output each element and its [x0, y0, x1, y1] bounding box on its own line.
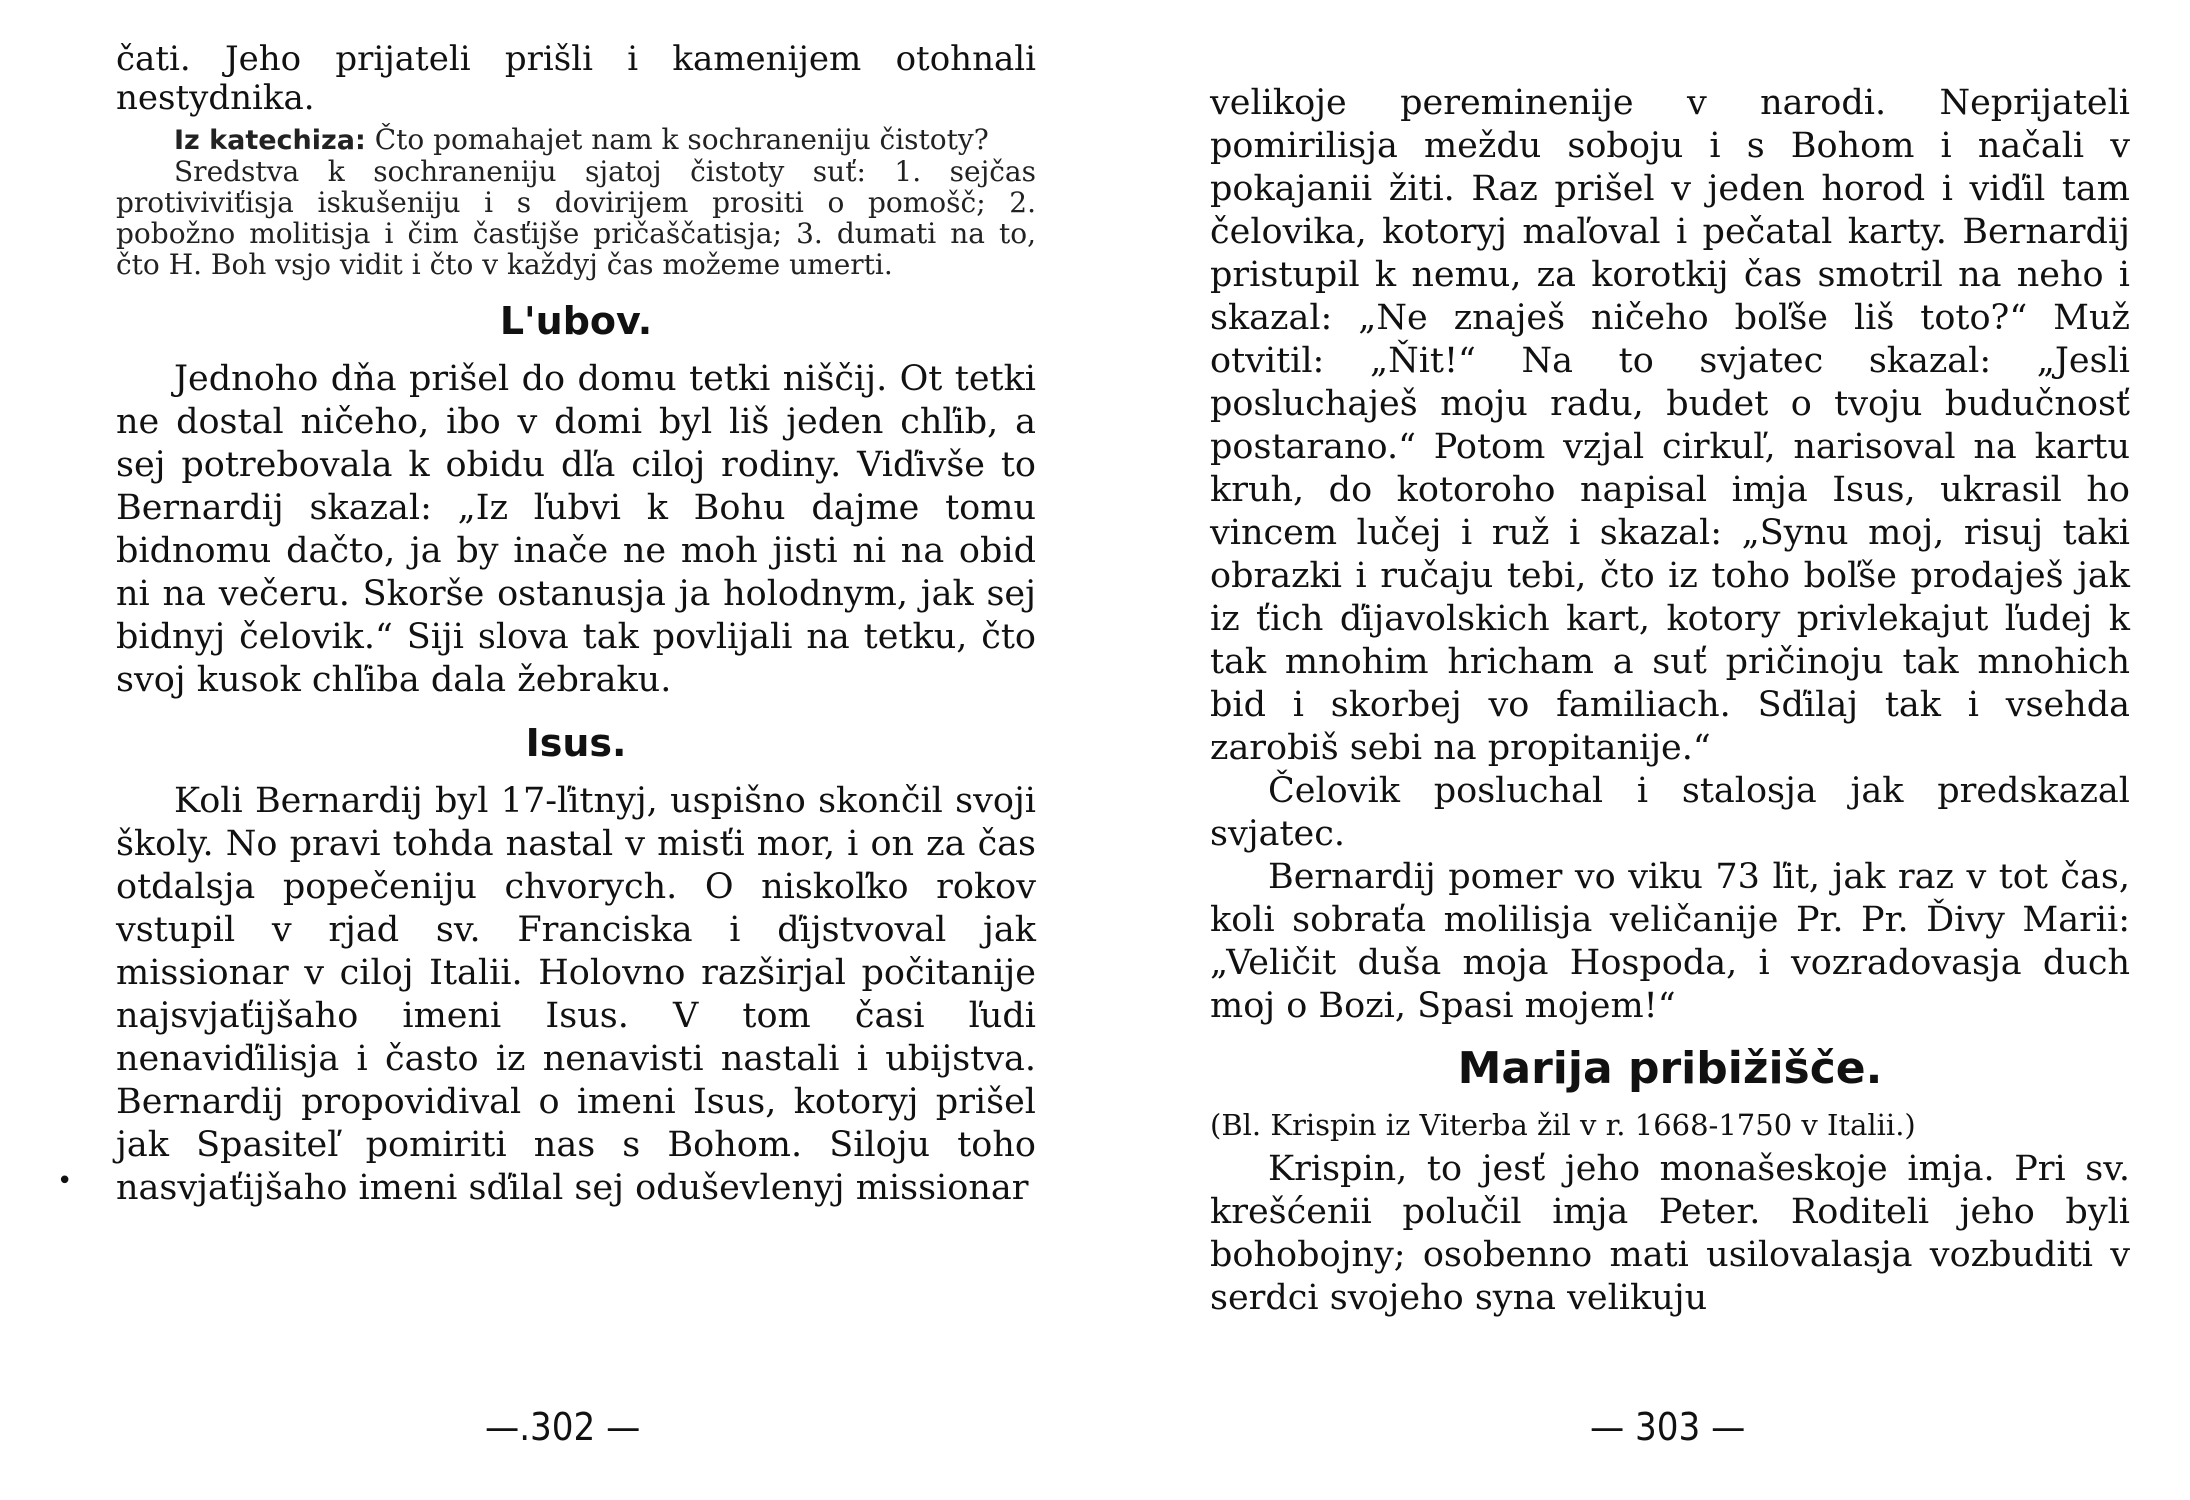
section-note-krispin: (Bl. Krispin iz Viterba žil v r. 1668-1750 v Italii.) [1210, 1108, 1916, 1142]
catechism-label: Iz katechiza: [174, 125, 366, 156]
section-text-isus: Koli Bernardij byl 17-ľitnyj, uspišno skončil svoji školy. No pravi tohda nastal v misťi mor, i on za čas otdalsja popečeniju chvorych. O niskoľko rokov vstupil v rjad sv. Franciska i ďijstvoval jak missionar v ciloj Italii. Holovno razširjal počitanije najsvjaťijšaho imeni Isus. V tom časi ľudi nenaviďilisja i často iz nenavisti nastali i ubijstva. Bernardij propovidival o imeni Isus, kotoryj prišel jak Spasiteľ pomiriti nas s Bohom. Siloju toho nasvjaťijšaho imeni sďilal sej oduševlenyj missionar [116, 781, 1036, 1208]
right-paragraph-3: Bernardij pomer vo viku 73 ľit, jak raz v tot čas, koli sobraťa molilisja veličanije Pr. Pr. Ďivy Marii: „Veličit duša moja Hospoda, i vozradovasja duch moj o Bozi, Spasi mojem!“ [1210, 857, 2130, 1026]
catechism-question-text: Čto pomahajet nam k sochraneniju čistoty? [374, 123, 989, 156]
page-number-right: — 303 — [1590, 1405, 1746, 1449]
left-page-column [116, 40, 1036, 1210]
section-heading-lubov: L'ubov. [499, 299, 653, 343]
section-heading-marija: Marija pribіžišče. [1457, 1043, 1883, 1094]
page-number-left: —.302 — [485, 1405, 641, 1449]
section-heading-isus: Isus. [525, 721, 627, 765]
right-page [1095, 0, 2190, 1500]
right-paragraph-2: Čelovik posluchal i stalosja jak predskazal svjatec. [1210, 771, 2130, 854]
right-continued-text: velikoje pereminenije v narodi. Neprijateli pomirilisja meždu soboju i s Bohom i načali v pokajanii žiti. Raz prišel v jeden horod i viďil tam čelovika, kotoryj maľoval i pečatal karty. Bernardij pristupil k nemu, za korotkij čas smotril na neho i skazal: „Ne znaješ ničeho boľše liš toto?“ Muž otvitil: „Ňit!“ Na to svjatec skazal: „Jesli posluchaješ moju radu, budet o tvoju budučnosť postarano.“ Potom vzjal cirkuľ, narisoval na kartu kruh, do kotoroho napisal imja Isus, ukrasil ho vincem lučej i ruž i skazal: „Synu moj, risuj taki obrazki i ručaju tebi, čto iz toho boľše prodaješ jak iz ťich ďijavolskich kart, kotory privlekajut ľudej k tak mnohim hrichаm a suť pričinoju tak mnohich bid i skorbej vo familiach. Sďilaj tak i vsehda zarobiš sebi na propitanije.“ [1210, 83, 2130, 768]
right-page-column [1210, 82, 2130, 1320]
left-continued-text: čati. Jeho prijateli prišli i kamenijem otohnali nestydnika. [116, 39, 1036, 118]
catechism-question [116, 124, 1036, 156]
catechism-answer: Sredstva k sochraneniju sjatoj čistoty suť: 1. sejčas protiviviťisja iskušeniju i s dovirijem prositi o pomošč; 2. pobožno molitisja i čim časťijše pričaščatisja; 3. dumati na to, čto H. Boh vsjo vidit i čto v každyj čas možeme umerti. [116, 155, 1036, 281]
section-text-lubov: Jednoho dňa prišel do domu tetki niščij. Ot tetki ne dostal ničeho, ibo v domi byl liš jeden chľib, a sej potrebovala k obidu dľa ciloj rodiny. Viďivše to Bernardij skazal: „Iz ľubvi k Bohu dajme tomu bidnomu dačto, ja by inače ne moh jisti ni na obid ni na večeru. Skorše ostanusja ja holodnym, jak sej bidnyj čelovik.“ Siji slova tak povlijali na tetku, čto svoj kusok chľiba dala žebraku. [116, 359, 1036, 700]
section-text-marija: Krispin, to jesť jeho monašeskoje imja. Pri sv. krešćenii polučil imja Peter. Roditeli jeho byli bohobojny; osobenno mati usilovalasja vozbuditi v serdci svojeho syna velikuju [1210, 1149, 2130, 1318]
margin-mark: • [57, 1166, 73, 1196]
